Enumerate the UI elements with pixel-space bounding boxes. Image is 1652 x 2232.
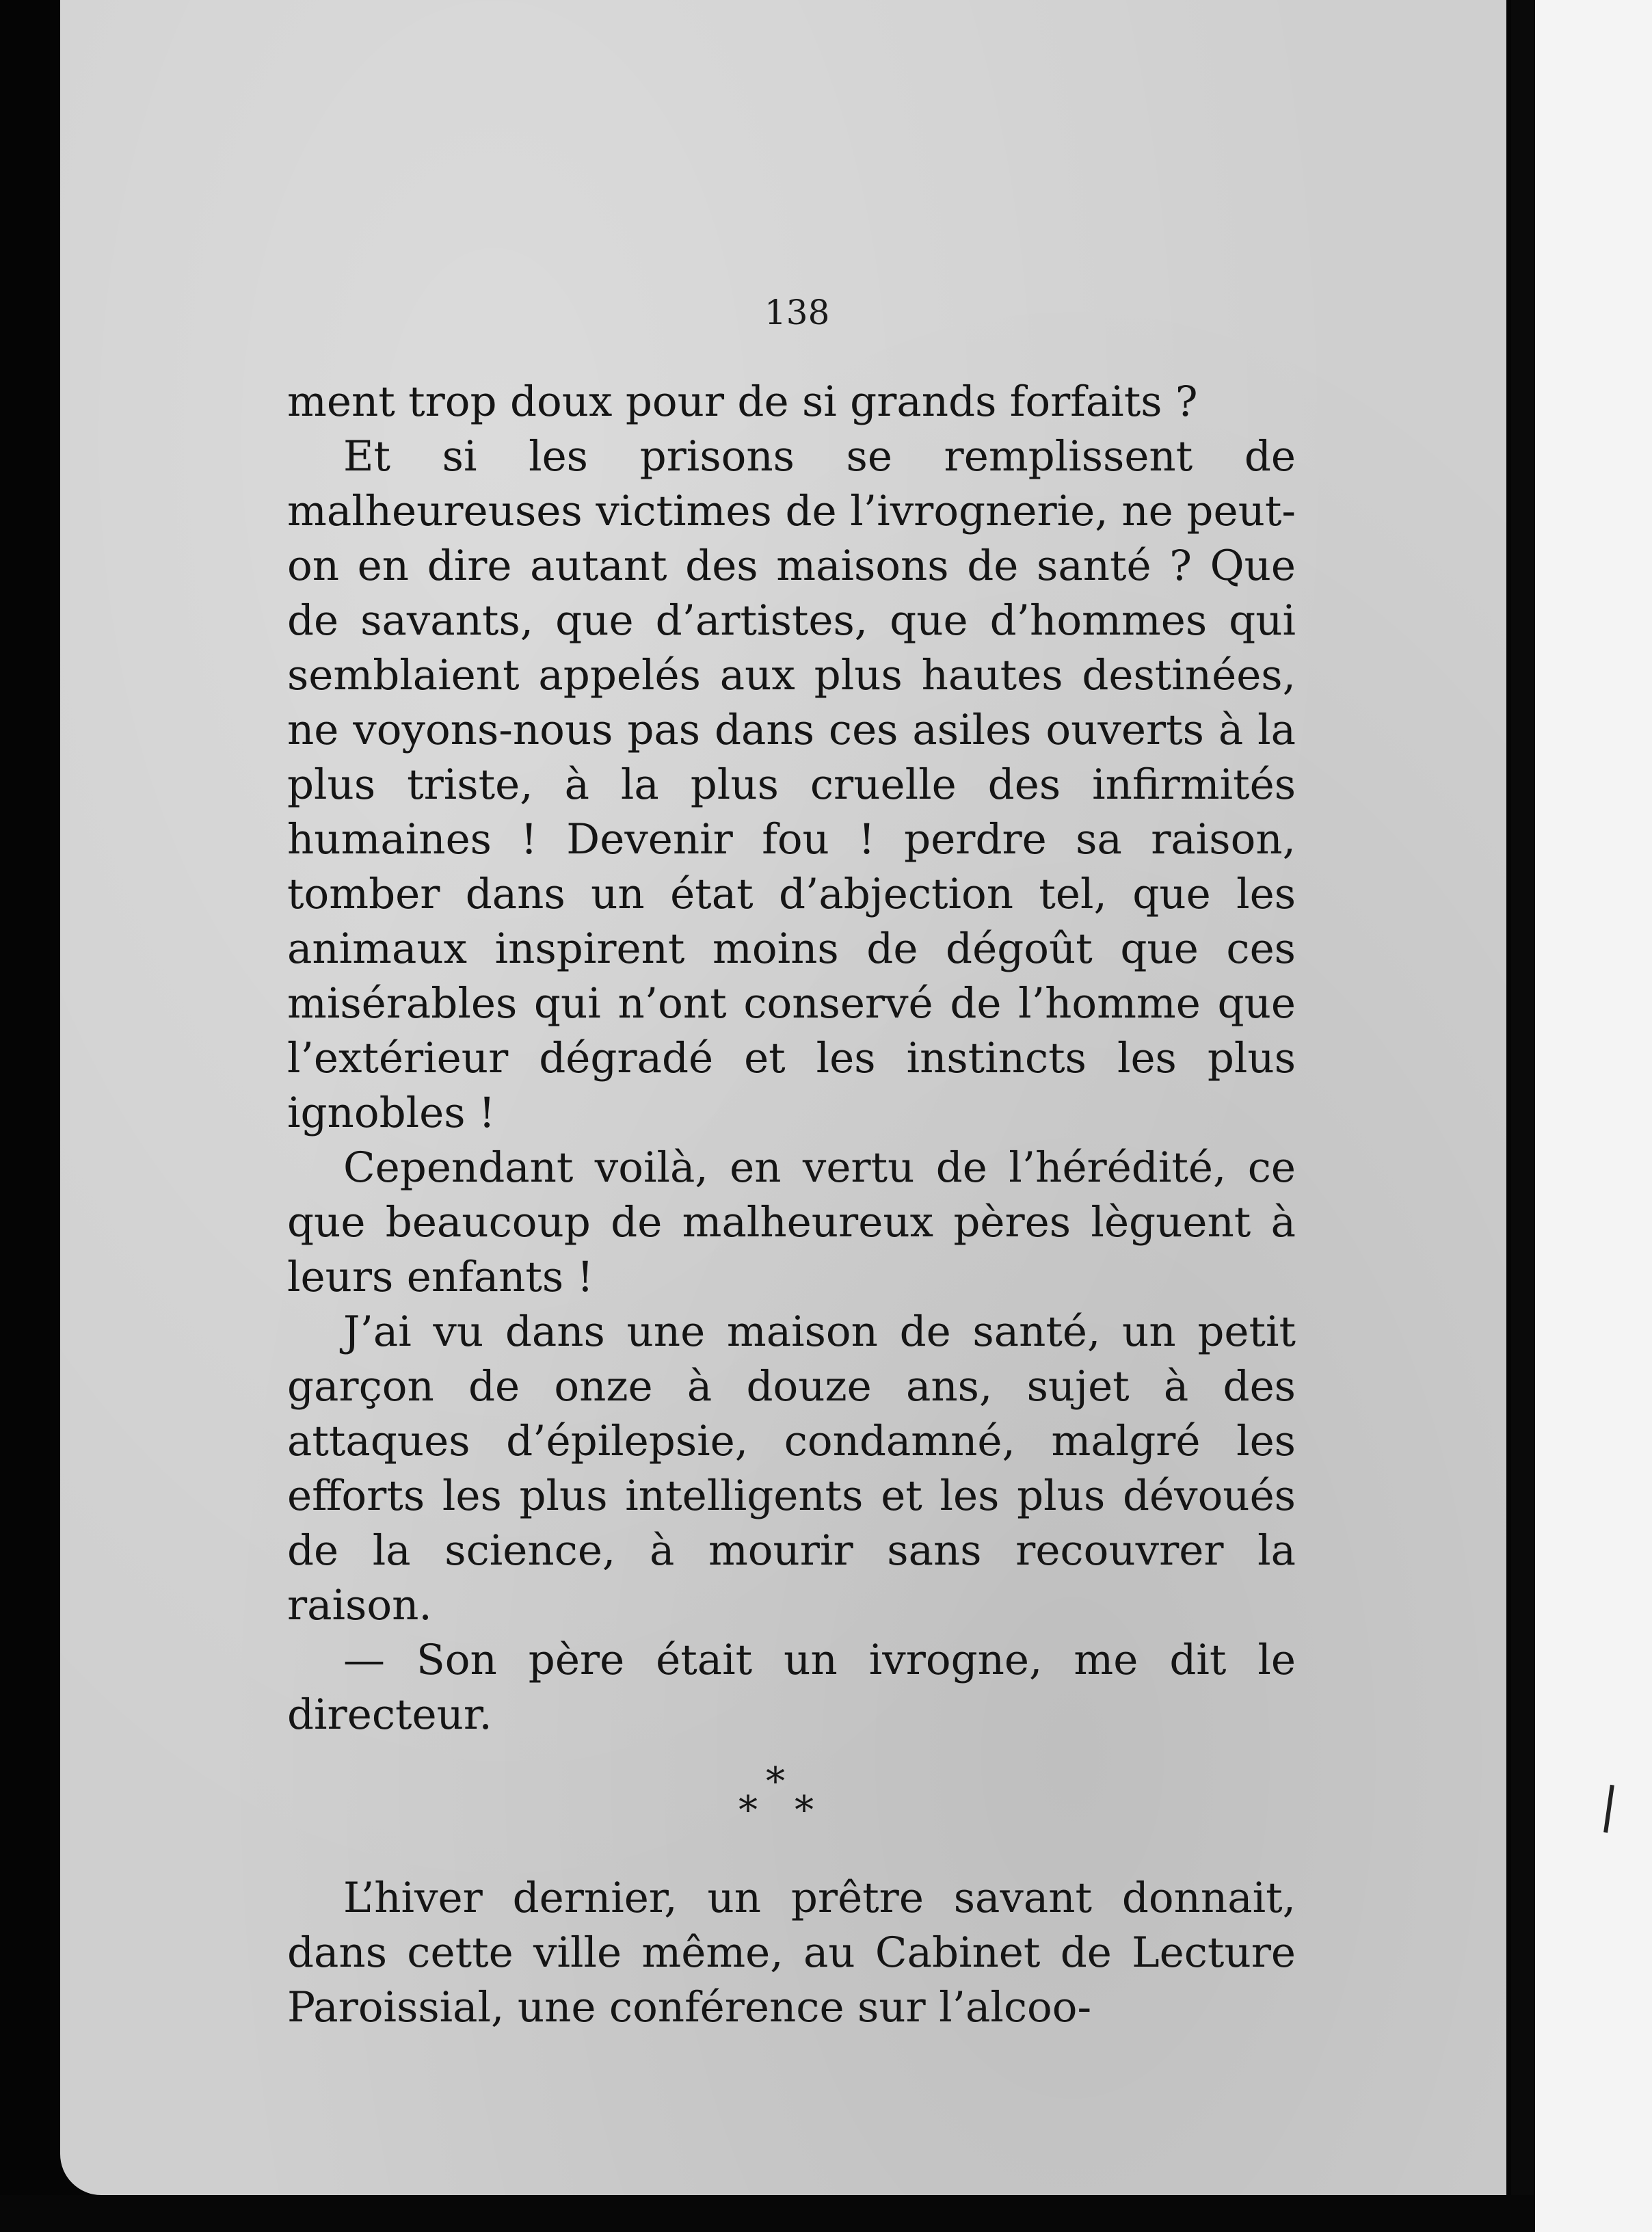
asterisk: * bbox=[738, 1788, 758, 1833]
paragraph: J’ai vu dans une maison de santé, un petit garçon de onze à douze ans, sujet à des attaques d’épilepsie, condamné, malgré les efforts les plus intelligents et les plus dévoués de la science, à mourir sans recouvrer la raison. bbox=[287, 1307, 1296, 1630]
asterisk: * bbox=[766, 1759, 785, 1804]
binding-shadow bbox=[1511, 0, 1535, 2232]
paragraph-continuation: ment trop doux pour de si grands forfaits ? bbox=[287, 377, 1198, 426]
paragraph: L’hiver dernier, un prêtre savant donnait, dans cette ville même, au Cabinet de Lecture Paroissial, une conférence sur l’alcoo- bbox=[287, 1874, 1296, 2032]
section-break-asterism bbox=[287, 1748, 1296, 1833]
paragraph: Et si les prisons se remplissent de malheureuses victimes de l’ivrognerie, ne peut-on en dire autant des maisons de santé ? Que de savants, que d’artistes, que d’hommes qui semblaient appelés aux plus hautes destinées, ne voyons-nous pas dans ces asiles ouverts à la plus triste, à la plus cruelle des infirmités humaines ! Devenir fou ! perdre sa raison, tomber dans un état d’abjection tel, que les animaux inspirent moins de dégoût que ces misérables qui n’ont conservé de l’homme que l’extérieur dégradé et les instincts les plus ignobles ! bbox=[287, 432, 1296, 1137]
page-number: 138 bbox=[764, 293, 830, 332]
body-text bbox=[287, 375, 1296, 2035]
asterisk: * bbox=[795, 1788, 814, 1833]
paragraph: Cependant voilà, en vertu de l’hérédité, ce que beaucoup de malheureux pères lèguent à leurs enfants ! bbox=[287, 1143, 1296, 1301]
paragraph: — Son père était un ivrogne, me dit le directeur. bbox=[287, 1636, 1296, 1739]
scan-bottom-border bbox=[0, 2195, 1535, 2232]
scan-margin bbox=[1535, 0, 1652, 2232]
